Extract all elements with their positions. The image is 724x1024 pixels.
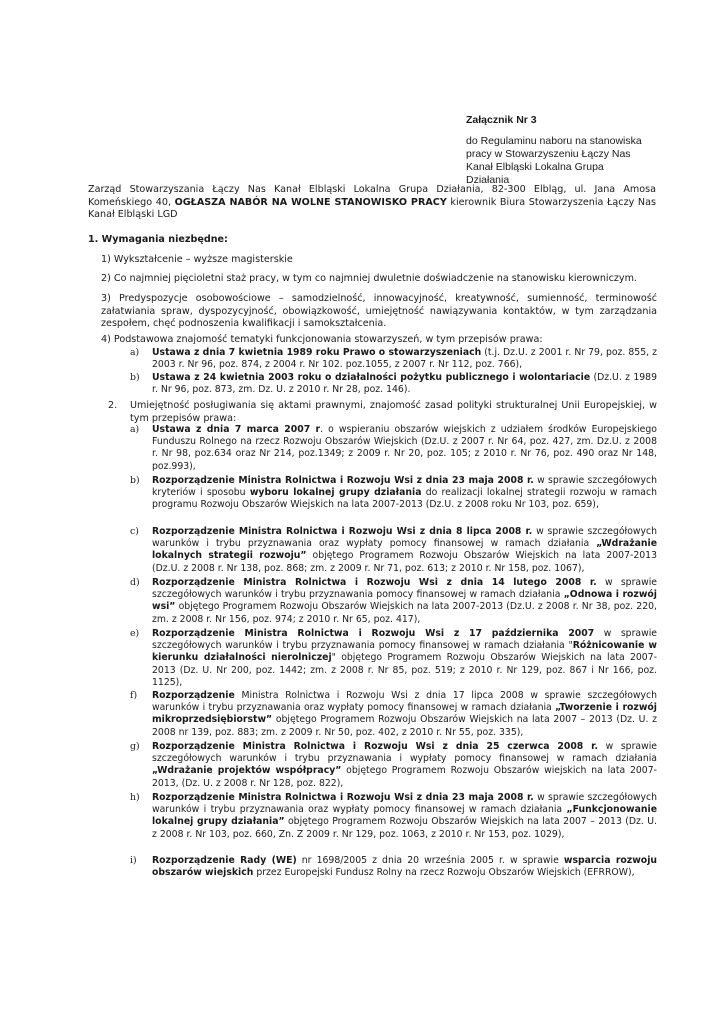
legal-act-text: " objętego Programem Rozwoju Obszarów Wiejskich na lata 2007-2013 (Dz. U. Nr 200, poz. 1442; zm. z 2008 r. Nr 85, poz. 519; z 2010 r. Nr 129, poz. 867 i Nr 166, poz. 1125), [152,652,657,688]
intro-pre: Zarząd Stowarzyszania Łączy Nas Kanał Elbląski Lokalna Grupa Działania, 82-300 Elbląg, ul. Jana Amosa Komeńskiego 40, [88,184,656,208]
annex-line: Działania [466,174,510,186]
annex-line: do Regulaminu naboru na stanowiska [466,135,642,147]
legal-act-item [130,475,657,512]
annex-block [466,114,666,187]
legal-act-bold-text: Rozporządzenie Ministra Rolnictwa i Rozwoju Wsi z dnia 14 lutego 2008 r. [152,577,597,588]
legal-act-bold-text: Rozporządzenie Ministra Rolnictwa i Rozwoju Wsi z dnia 23 maja 2008 r. [152,475,534,486]
legal-act-letter: e) [130,628,140,639]
legal-act-letter: h) [130,792,140,803]
law-text: (t.j. Dz.U. z 2001 r. Nr 79, poz. 855, z 2003 r. Nr 96, poz. 874, z 2004 r. Nr 102. poz.1055, z 2007 r. Nr 112, poz. 766), [152,347,657,371]
intro-post: kierownik Biura Stowarzyszenia Łączy Nas Kanał Elbląski LGD [88,196,656,221]
legal-act-text: Ministra Rolnictwa i Rozwoju Wsi z dnia 17 lipca 2008 w sprawie szczegółowych warunków i trybu przyznawania oraz wypłaty pomocy finansowej w ramach działania [152,690,657,714]
legal-act-letter: i) [130,855,137,866]
legal-act-letter: c) [130,526,139,537]
legal-act-bold-text: Rozporządzenie Ministra Rolnictwa i Rozwoju Wsi z dnia 23 maja 2008 r. [152,792,534,803]
law-item [130,347,657,371]
legal-act-item [130,855,657,879]
legal-act-bold-text: Ustawa z dnia 7 marca 2007 r [152,424,321,435]
law-letter: b) [130,372,140,383]
legal-act-text: w sprawie szczegółowych warunków i trybu przyznawania pomocy finansowej w ramach działania " [152,628,658,652]
legal-act-text: w sprawie szczegółowych warunków i trybu przyznawania i wypłaty pomocy finansowej w ramach działania [152,741,658,765]
legal-act-letter: f) [130,690,138,701]
legal-act-letter: g) [130,741,140,752]
legal-act-bold-text: „Wdrażanie lokalnych strategii rozwoju” [152,538,657,562]
legal-act-letter: d) [130,577,140,588]
legal-act-text: objętego Programem Rozwoju Obszarów Wiejskich na lata 2007-2013 (Dz.U. z 2008 r. Nr 138, poz. 868; zm. z 2009 r. Nr 71, poz. 613; z 2010 r. Nr 158, poz. 1067), [152,550,657,574]
law-letter: a) [130,347,140,358]
law-title: Ustawa z 24 kwietnia 2003 roku o działalności pożytku publicznego i wolontariacie [152,372,591,383]
legal-act-text: objętego Programem Rozwoju Obszarów Wiejskich na lata 2007-2013 (Dz.U. z 2008 r. Nr 38, poz. 220, zm. z 2008 r. Nr 156, poz. 974; z 2010 r. Nr 65, poz. 417), [152,601,657,625]
law-item [130,372,657,396]
legal-act-bold-text: Rozporządzenie Ministra Rolnictwa i Rozwoju Wsi z dnia 8 lipca 2008 r. [152,526,533,537]
legal-act-bold-text: wyboru lokalnej grupy działania [249,487,422,499]
requirement-item: 1) Wykształcenie – wyższe magisterskie [101,254,293,265]
law-text: (Dz.U. z 1989 r. Nr 96, poz. 873, zm. Dz. U. z 2010 r. Nr 28, poz. 146). [152,372,657,396]
legal-act-text: w sprawie szczegółowych warunków i trybu przyznawania oraz wypłaty pomocy finansowej w ramach działania [152,792,657,816]
legal-act-text: w sprawie szczegółowych warunków i trybu przyznawania oraz wypłaty pomocy finansowej w ramach działania [152,526,657,550]
legal-act-item [130,792,657,841]
annex-title: Załącznik Nr 3 [466,114,537,126]
section-2-text: Umiejętność posługiwania się aktami prawnymi, znajomość zasad polityki strukturalnej Unii Europejskiej, w tym przepisów prawa: [130,400,657,424]
section-2-number: 2. [108,400,118,411]
legal-act-bold-text: „Wdrażanie projektów współpracy” [152,765,342,777]
legal-act-text: w sprawie szczegółowych warunków i trybu przyznawania pomocy finansowej w ramach działania [152,577,657,601]
legal-act-bold-text: Rozporządzenie [152,690,235,701]
legal-act-text: w sprawie szczegółowych kryteriów i sposobu [152,475,657,499]
legal-act-bold-text: Rozporządzenie Rady (WE) [152,855,297,866]
section-heading: 1. Wymagania niezbędne: [88,234,228,245]
legal-act-bold-text: „Odnowa i rozwój wsi” [152,589,657,613]
legal-act-bold-text: Rozporządzenie Ministra Rolnictwa i Rozwoju Wsi z dnia 25 czerwca 2008 r. [152,741,598,752]
legal-act-text: objętego Programem Rozwoju Obszarów Wiejskich na lata 2007 – 2013 (Dz. U. z 2008 nr 139, poz. 883; zm. z 2009 r. Nr 50, poz. 402, z 2010 r. Nr 55, poz. 335), [152,714,657,738]
intro-announcement: OGŁASZA NABÓR NA WOLNE STANOWISKO PRACY [174,196,447,208]
legal-act-item [130,577,657,626]
legal-act-text: objętego Programem Rozwoju Obszarów wiejskich na lata 2007-2013, (Dz. U. z 2008 r. Nr 128, poz. 822), [152,765,657,789]
annex-line: Kanał Elbląski Lokalna Grupa [466,161,604,173]
legal-act-item [130,690,657,739]
requirement-item: 3) Predyspozycje osobowościowe – samodzielność, innowacyjność, kreatywność, sumienność, terminowość załatwiania spraw, dyspozycyjność, obowiązkowość, umiejętność nawiązywania kontaktów, w tym zarządzania zespołem, chęć podnoszenia kwalifikacji i samokształcenia. [101,293,657,330]
legal-act-bold-text: Rozporządzenie Ministra Rolnictwa i Rozwoju Wsi z 17 października 2007 [152,628,595,639]
legal-act-text: nr 1698/2005 z dnia 20 września 2005 r. w sprawie [296,855,564,866]
legal-act-text: przez Europejski Fundusz Rolny na rzecz Rozwoju Obszarów Wiejskich (EFRROW), [253,867,635,879]
legal-act-bold-text: „Funkcjonowanie lokalnej grupy działania” [152,804,657,828]
legal-act-text: . o wspieraniu obszarów wiejskich z udziałem środków Europejskiego Funduszu Rolnego na rzecz Rozwoju Obszarów Wiejskich (Dz.U. z 2007 r. Nr 64, poz. 427, zm. Dz.U. z 2008 r. Nr 98, poz.634 oraz Nr 214, poz.1349; z 2009 r. Nr 20, poz. 105; z 2010 r. Nr 76, poz. 490 oraz Nr 148, poz.993), [152,424,657,472]
legal-act-bold-text: wsparcia rozwoju obszarów wiejskich [152,855,657,879]
legal-act-item [130,741,658,790]
requirement-item: 2) Co najmniej pięcioletni staż pracy, w tym co najmniej dwuletnie doświadczenie na stanowisku kierowniczym. [101,273,637,284]
legal-act-text: do realizacji lokalnej strategii rozwoju w ramach programu Rozwoju Obszarów Wiejskich na lata 2007-2013 (Dz.U. z 2008 roku Nr 103, poz. 659), [152,487,657,511]
intro-paragraph [88,184,656,222]
legal-act-bold-text: „Tworzenie i rozwój mikroprzedsiębiorstw” [152,702,657,726]
legal-act-bold-text: Różnicowanie w kierunku działalności nierolniczej [152,640,657,664]
legal-act-letter: b) [130,475,140,486]
legal-act-item [130,526,657,575]
section-2 [108,400,657,425]
legal-act-letter: a) [130,424,140,435]
legal-act-item [130,424,657,473]
annex-line: pracy w Stowarzyszeniu Łączy Nas [466,148,631,160]
legal-act-item [130,628,658,689]
requirement-item: 4) Podstawowa znajomość tematyki funkcjonowania stowarzyszeń, w tym przepisów prawa: [101,334,543,345]
legal-act-text: objętego Programem Rozwoju Obszarów Wiejskich na lata 2007 – 2013 (Dz. U. z 2008 r. Nr 103, poz. 660, Zn. Z 2009 r. Nr 129, poz. 1063, z 2010 r. Nr 153, poz. 1029), [152,816,657,840]
law-title: Ustawa z dnia 7 kwietnia 1989 roku Prawo o stowarzyszeniach [152,347,482,358]
